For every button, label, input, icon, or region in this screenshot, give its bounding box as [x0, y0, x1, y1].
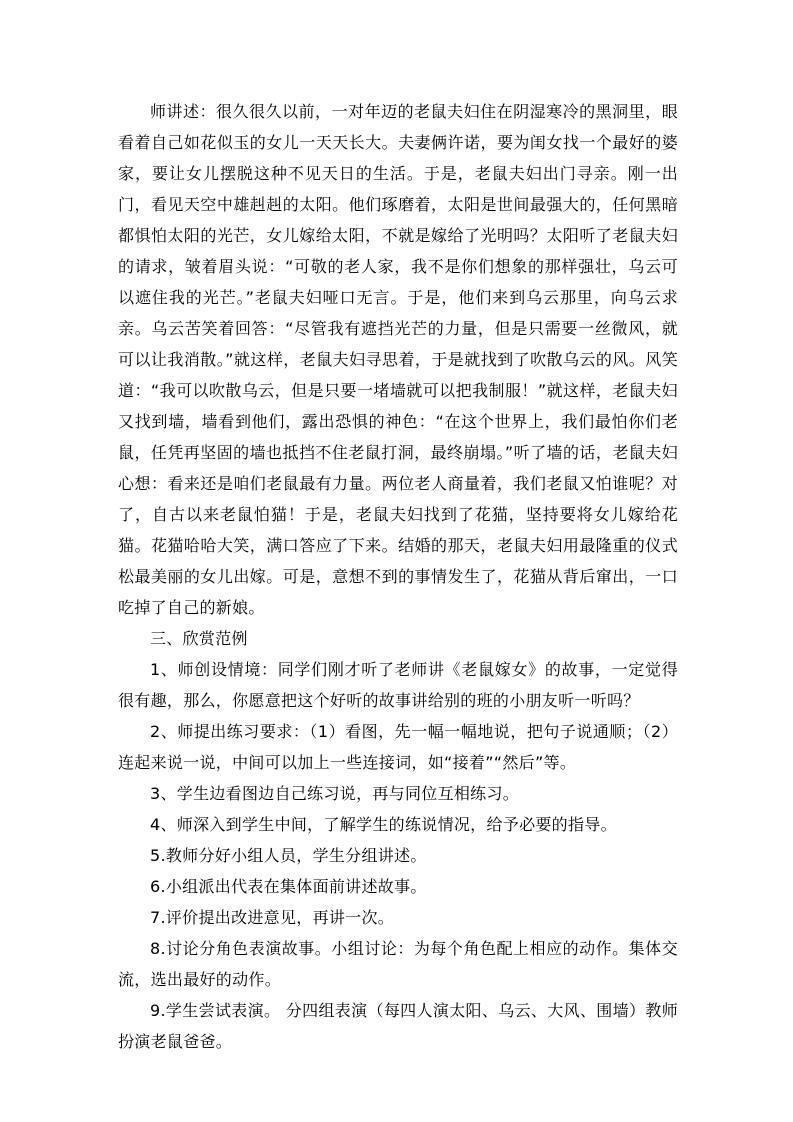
list-item: 6.小组派出代表在集体面前讲述故事。: [150, 877, 427, 896]
list-item: 8.讨论分角色表演故事。小组讨论：为每个角色配上相应的动作。集体交流，选出最好的动作。: [118, 939, 678, 989]
list-item: 5.教师分好小组人员，学生分组讲述。: [150, 846, 427, 865]
list-item: 1、师创设情境：同学们刚才听了老师讲《老鼠嫁女》的故事，一定觉得很有趣，那么，你愿意把这个好听的故事讲给别的班的小朋友听一听吗？: [118, 660, 678, 710]
section-heading: 三、欣赏范例: [150, 629, 248, 648]
document-body: [118, 96, 678, 1057]
list-item: 3、学生边看图边自己练习说，再与同位互相练习。: [150, 784, 520, 803]
list-item: 2、师提出练习要求：（1）看图，先一幅一幅地说，把句子说通顺；（2）连起来说一说，中间可以加上一些连接词，如“接着”“然后”等。: [118, 722, 678, 772]
list-item: 4、师深入到学生中间，了解学生的练说情况，给予必要的指导。: [150, 815, 617, 834]
story-paragraph: 师讲述：很久很久以前，一对年迈的老鼠夫妇住在阴湿寒冷的黑洞里，眼看着自己如花似玉的女儿一天天长大。夫妻俩许诺，要为闺女找一个最好的婆家，要让女儿摆脱这种不见天日的生活。于是，老鼠夫妇出门寻亲。刚一出门，看见天空中雄赳赳的太阳。他们琢磨着，太阳是世间最强大的，任何黑暗都惧怕太阳的光芒，女儿嫁给太阳，不就是嫁给了光明吗？太阳听了老鼠夫妇的请求，皱着眉头说：“可敬的老人家，我不是你们想象的那样强壮，乌云可以遮住我的光芒。”老鼠夫妇哑口无言。于是，他们来到乌云那里，向乌云求亲。乌云苦笑着回答：“尽管我有遮挡光芒的力量，但是只需要一丝微风，就可以让我消散。”就这样，老鼠夫妇寻思着，于是就找到了吹散乌云的风。风笑道：“我可以吹散乌云，但是只要一堵墙就可以把我制服！”就这样，老鼠夫妇又找到墙，墙看到他们，露出恐惧的神色：“在这个世界上，我们最怕你们老鼠，任凭再坚固的墙也抵挡不住老鼠打洞，最终崩塌。”听了墙的话，老鼠夫妇心想：看来还是咱们老鼠最有力量。两位老人商量着，我们老鼠又怕谁呢？对了，自古以来老鼠怕猫！于是，老鼠夫妇找到了花猫，坚持要将女儿嫁给花猫。花猫哈哈大笑，满口答应了下来。结婚的那天，老鼠夫妇用最隆重的仪式松最美丽的女儿出嫁。可是，意想不到的事情发生了，花猫从背后窜出，一口吃掉了自己的新娘。: [118, 102, 678, 617]
list-item: 7.评价提出改进意见，再讲一次。: [150, 908, 395, 927]
list-item: 9.学生尝试表演。 分四组表演（每四人演太阳、乌云、大风、围墙）教师扮演老鼠爸爸。: [118, 1001, 678, 1051]
